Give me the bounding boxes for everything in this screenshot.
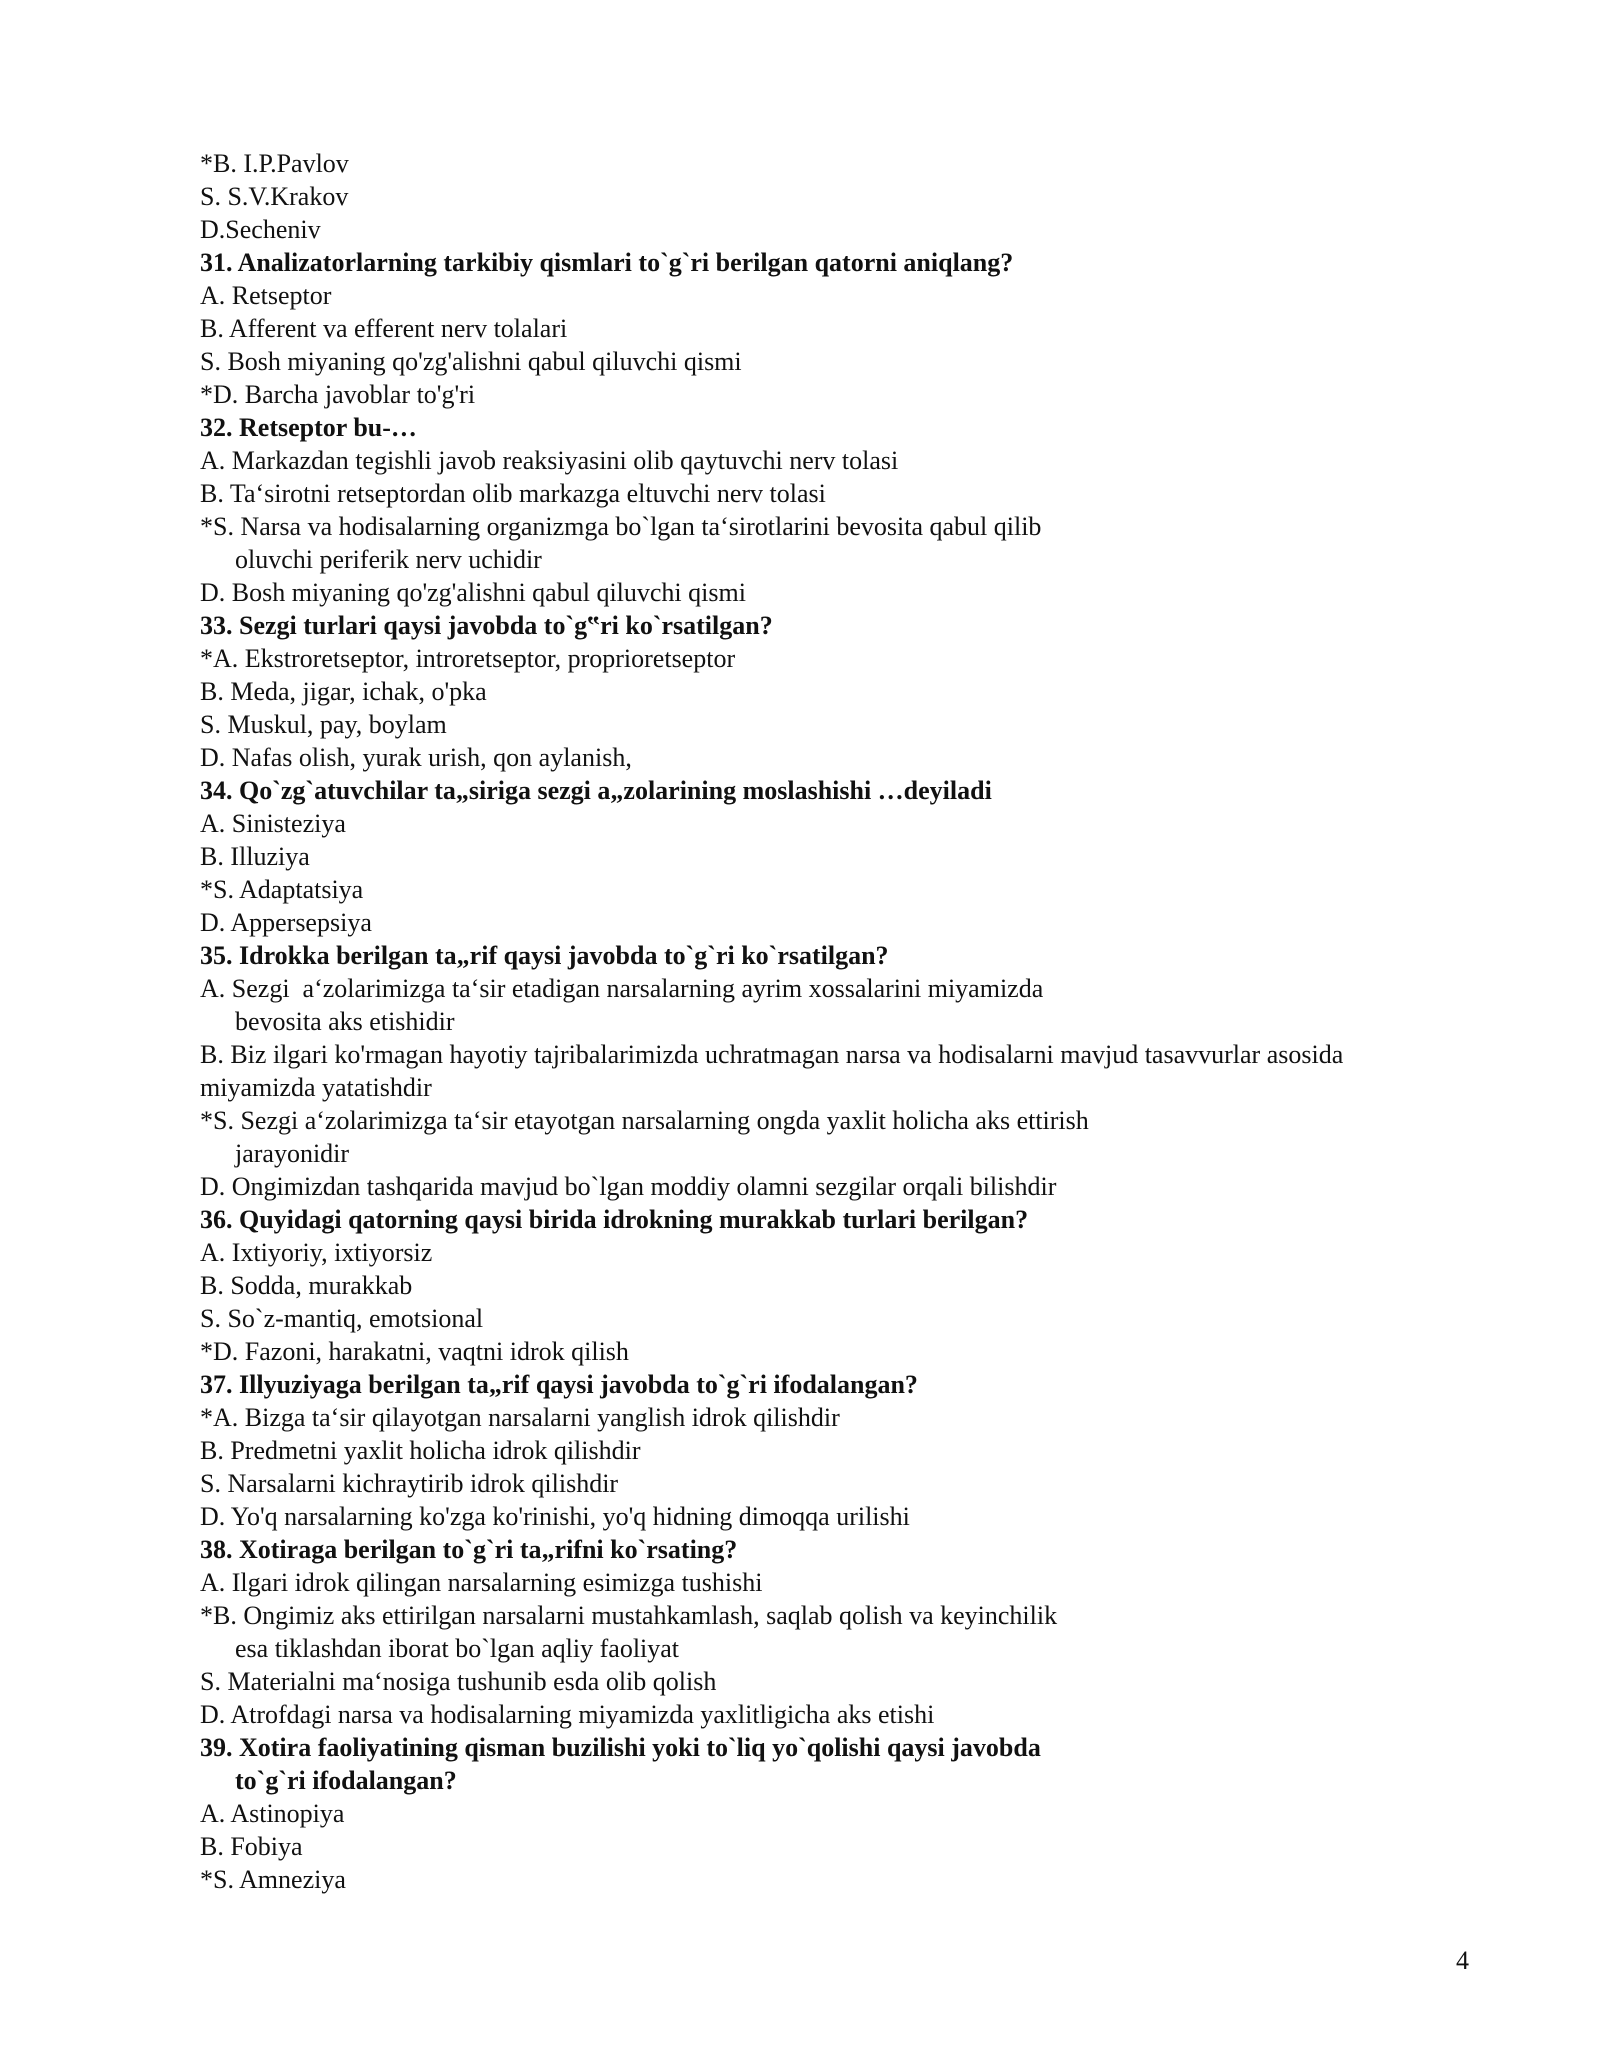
document-page bbox=[200, 147, 1490, 1896]
answer-option: S. Bosh miyaning qo'zg'alishni qabul qiluvchi qismi bbox=[200, 347, 742, 376]
answer-option: *S. Sezgi a‘zolarimizga ta‘sir etayotgan narsalarning ongda yaxlit holicha aks ettirish bbox=[200, 1106, 1089, 1135]
answer-option: D. Nafas olish, yurak urish, qon aylanish, bbox=[200, 743, 632, 772]
question-text: 35. Idrokka berilgan ta„rif qaysi javobda to`g`ri ko`rsatilgan? bbox=[200, 941, 889, 970]
answer-option: S. Muskul, pay, boylam bbox=[200, 710, 447, 739]
answer-option: B. Predmetni yaxlit holicha idrok qilishdir bbox=[200, 1436, 641, 1465]
answer-option: A. Ilgari idrok qilingan narsalarning esimizga tushishi bbox=[200, 1568, 763, 1597]
answer-option: S. Narsalarni kichraytirib idrok qilishdir bbox=[200, 1469, 619, 1498]
question-text: 32. Retseptor bu-… bbox=[200, 413, 417, 442]
answer-option: S. Materialni ma‘nosiga tushunib esda olib qolish bbox=[200, 1667, 717, 1696]
answer-option: *D. Barcha javoblar to'g'ri bbox=[200, 380, 476, 409]
answer-option: A. Markazdan tegishli javob reaksiyasini olib qaytuvchi nerv tolasi bbox=[200, 446, 899, 475]
answer-option: A. Astinopiya bbox=[200, 1799, 345, 1828]
answer-option-continuation: bevosita aks etishidir bbox=[235, 1007, 455, 1036]
answer-option: S. S.V.Krakov bbox=[200, 182, 349, 211]
question-text-continuation: to`g`ri ifodalangan? bbox=[235, 1766, 457, 1795]
answer-option: *D. Fazoni, harakatni, vaqtni idrok qilish bbox=[200, 1337, 629, 1366]
answer-option: D. Ongimizdan tashqarida mavjud bo`lgan moddiy olamni sezgilar orqali bilishdir bbox=[200, 1172, 1057, 1201]
answer-option: A. Ixtiyoriy, ixtiyorsiz bbox=[200, 1238, 433, 1267]
answer-option: *S. Amneziya bbox=[200, 1865, 346, 1894]
answer-option: S. So`z-mantiq, emotsional bbox=[200, 1304, 484, 1333]
answer-option-continuation: oluvchi periferik nerv uchidir bbox=[235, 545, 542, 574]
answer-option: *A. Bizga ta‘sir qilayotgan narsalarni yanglish idrok qilishdir bbox=[200, 1403, 840, 1432]
answer-option: A. Sezgi a‘zolarimizga ta‘sir etadigan narsalarning ayrim xossalarini miyamizda bbox=[200, 974, 1044, 1003]
answer-option: B. Afferent va efferent nerv tolalari bbox=[200, 314, 568, 343]
answer-option: B. Ta‘sirotni retseptordan olib markazga eltuvchi nerv tolasi bbox=[200, 479, 826, 508]
answer-option: B. Sodda, murakkab bbox=[200, 1271, 413, 1300]
answer-option-continuation: esa tiklashdan iborat bo`lgan aqliy faoliyat bbox=[235, 1634, 680, 1663]
answer-option: B. Fobiya bbox=[200, 1832, 303, 1861]
answer-option: A. Sinisteziya bbox=[200, 809, 346, 838]
answer-option: *A. Ekstroretseptor, introretseptor, proprioretseptor bbox=[200, 644, 736, 673]
answer-option-continuation: jarayonidir bbox=[235, 1139, 350, 1168]
answer-option: *S. Narsa va hodisalarning organizmga bo`lgan ta‘sirotlarini bevosita qabul qilib bbox=[200, 512, 1042, 541]
answer-option: D. Appersepsiya bbox=[200, 908, 372, 937]
answer-option: *S. Adaptatsiya bbox=[200, 875, 364, 904]
question-text: 38. Xotiraga berilgan to`g`ri ta„rifni ko`rsating? bbox=[200, 1535, 738, 1564]
answer-option: *B. Ongimiz aks ettirilgan narsalarni mustahkamlash, saqlab qolish va keyinchilik bbox=[200, 1601, 1058, 1630]
question-text: 33. Sezgi turlari qaysi javobda to`g‟ri ko`rsatilgan? bbox=[200, 611, 773, 640]
question-text: 31. Analizatorlarning tarkibiy qismlari to`g`ri berilgan qatorni aniqlang? bbox=[200, 248, 1014, 277]
answer-option: miyamizda yatatishdir bbox=[200, 1073, 432, 1102]
answer-option: D. Atrofdagi narsa va hodisalarning miyamizda yaxlitligicha aks etishi bbox=[200, 1700, 935, 1729]
page-number: 4 bbox=[1456, 1946, 1469, 1975]
answer-option: B. Meda, jigar, ichak, o'pka bbox=[200, 677, 487, 706]
answer-option: B. Illuziya bbox=[200, 842, 310, 871]
answer-option: D. Bosh miyaning qo'zg'alishni qabul qiluvchi qismi bbox=[200, 578, 746, 607]
question-text: 36. Quyidagi qatorning qaysi birida idrokning murakkab turlari berilgan? bbox=[200, 1205, 1029, 1234]
answer-option: *B. I.P.Pavlov bbox=[200, 149, 349, 178]
question-text: 34. Qo`zg`atuvchilar ta„siriga sezgi a„zolarining moslashishi …deyiladi bbox=[200, 776, 992, 805]
answer-option: D. Yo'q narsalarning ko'zga ko'rinishi, yo'q hidning dimoqqa urilishi bbox=[200, 1502, 910, 1531]
answer-option: B. Biz ilgari ko'rmagan hayotiy tajribalarimizda uchratmagan narsa va hodisalarni mavjud tasavvurlar asosida bbox=[200, 1040, 1344, 1069]
answer-option: A. Retseptor bbox=[200, 281, 332, 310]
answer-option: D.Secheniv bbox=[200, 215, 321, 244]
question-text: 37. Illyuziyaga berilgan ta„rif qaysi javobda to`g`ri ifodalangan? bbox=[200, 1370, 918, 1399]
question-text: 39. Xotira faoliyatining qisman buzilishi yoki to`liq yo`qolishi qaysi javobda bbox=[200, 1733, 1041, 1762]
